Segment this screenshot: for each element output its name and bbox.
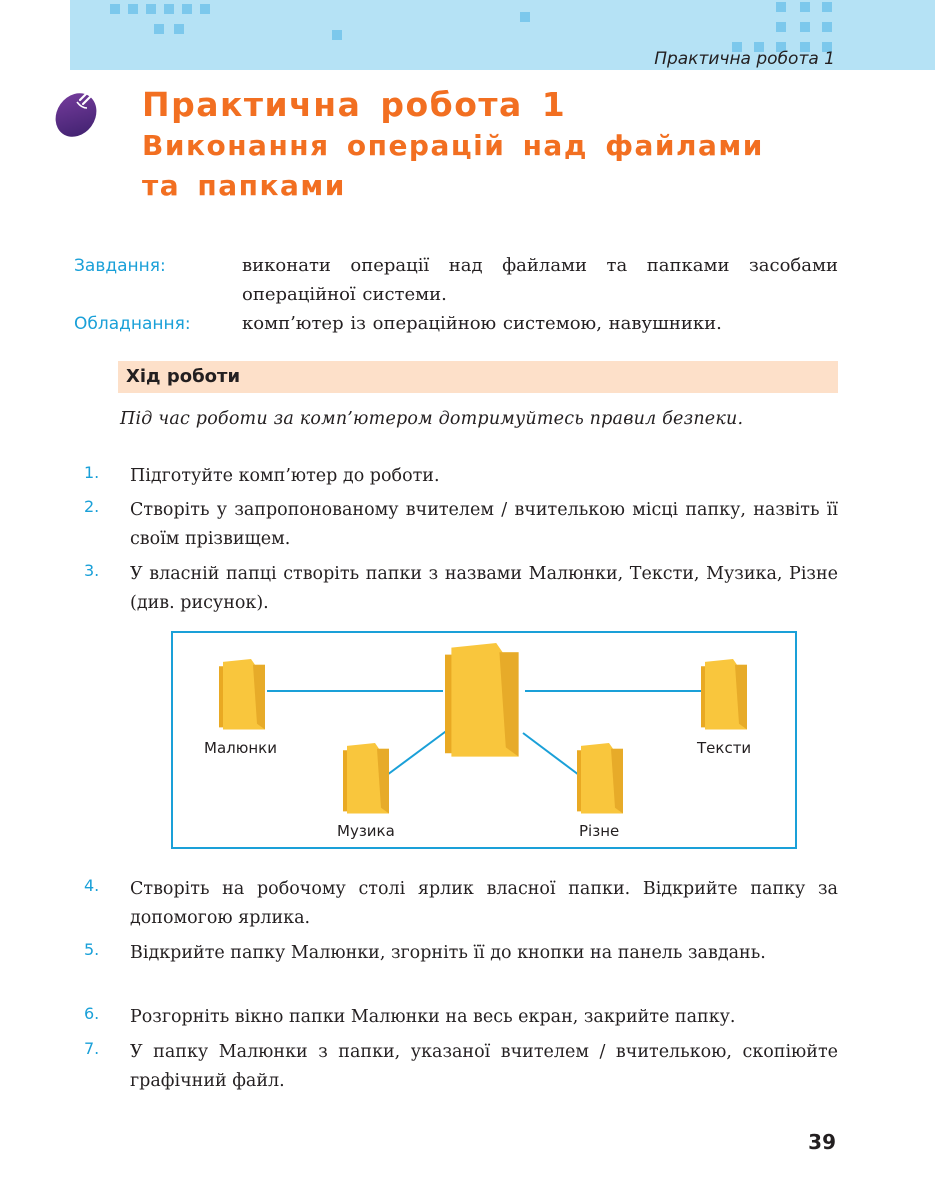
step-number: 2.: [84, 497, 100, 516]
section-heading: Хід роботи: [126, 366, 241, 387]
folder-label-texts: Тексти: [697, 739, 752, 757]
folder-icon: [219, 659, 265, 730]
title-line-1: Практична робота 1: [142, 85, 567, 124]
decor-square: [128, 4, 138, 14]
step-number: 3.: [84, 561, 100, 580]
equipment-text: комп’ютер із операційною системою, навушники.: [242, 313, 722, 334]
decor-square: [800, 2, 810, 12]
decor-square: [182, 4, 192, 14]
decor-square: [200, 4, 210, 14]
safety-note: Під час роботи за комп’ютером дотримуйтесь правил безпеки.: [120, 409, 744, 429]
folder-label-music: Музика: [337, 822, 395, 840]
step-text: Створіть у запропонованому вчителем / вчителькою місці папку, назвіть її своїм прізвищем.: [130, 500, 838, 549]
decor-square: [146, 4, 156, 14]
decor-square: [154, 24, 164, 34]
folder-diagram: [171, 631, 797, 849]
decor-square: [164, 4, 174, 14]
decor-square: [776, 2, 786, 12]
section-heading-bar: [118, 361, 838, 393]
task-label: Завдання:: [74, 256, 166, 276]
step-number: 1.: [84, 463, 100, 482]
decor-square: [110, 4, 120, 14]
step-number: 7.: [84, 1039, 100, 1058]
title-line-2: Виконання операцій над файлами: [142, 129, 764, 162]
step-number: 6.: [84, 1004, 100, 1023]
step-text: Створіть на робочому столі ярлик власної папки. Відкрийте папку за допомогою ярлика.: [130, 879, 838, 928]
decor-square: [822, 2, 832, 12]
page-number: 39: [808, 1130, 836, 1154]
step-text: У папку Малюнки з папки, указаної вчителем / вчителькою, скопіюйте графічний файл.: [130, 1042, 838, 1091]
decor-square: [174, 24, 184, 34]
task-text: виконати операції над файлами та папками засобами операційної системи.: [242, 255, 838, 305]
equipment-label: Обладнання:: [74, 314, 191, 334]
decor-square: [800, 22, 810, 32]
folder-label-images: Малюнки: [204, 739, 277, 757]
step-text: Підготуйте комп’ютер до роботи.: [130, 466, 440, 486]
step-number: 4.: [84, 876, 100, 895]
folder-icon: [343, 743, 389, 814]
decor-square: [776, 22, 786, 32]
folder-icon: [445, 643, 519, 757]
page-title: [142, 84, 764, 206]
folder-icon: [701, 659, 747, 730]
step-text: У власній папці створіть папки з назвами Малюнки, Тексти, Музика, Різне (див. рисунок).: [130, 564, 838, 613]
step-number: 5.: [84, 940, 100, 959]
folder-icon: [577, 743, 623, 814]
running-head: Практична робота 1: [654, 49, 835, 69]
decor-square: [520, 12, 530, 22]
step-text: Відкрийте папку Малюнки, згорніть її до кнопки на панель завдань.: [130, 943, 766, 963]
step-text: Розгорніть вікно папки Малюнки на весь екран, закрийте папку.: [130, 1007, 736, 1027]
decor-square: [822, 22, 832, 32]
decor-square: [332, 30, 342, 40]
mouse-icon: [50, 88, 102, 140]
folder-label-misc: Різне: [579, 822, 620, 840]
title-line-3: та папками: [142, 169, 346, 202]
